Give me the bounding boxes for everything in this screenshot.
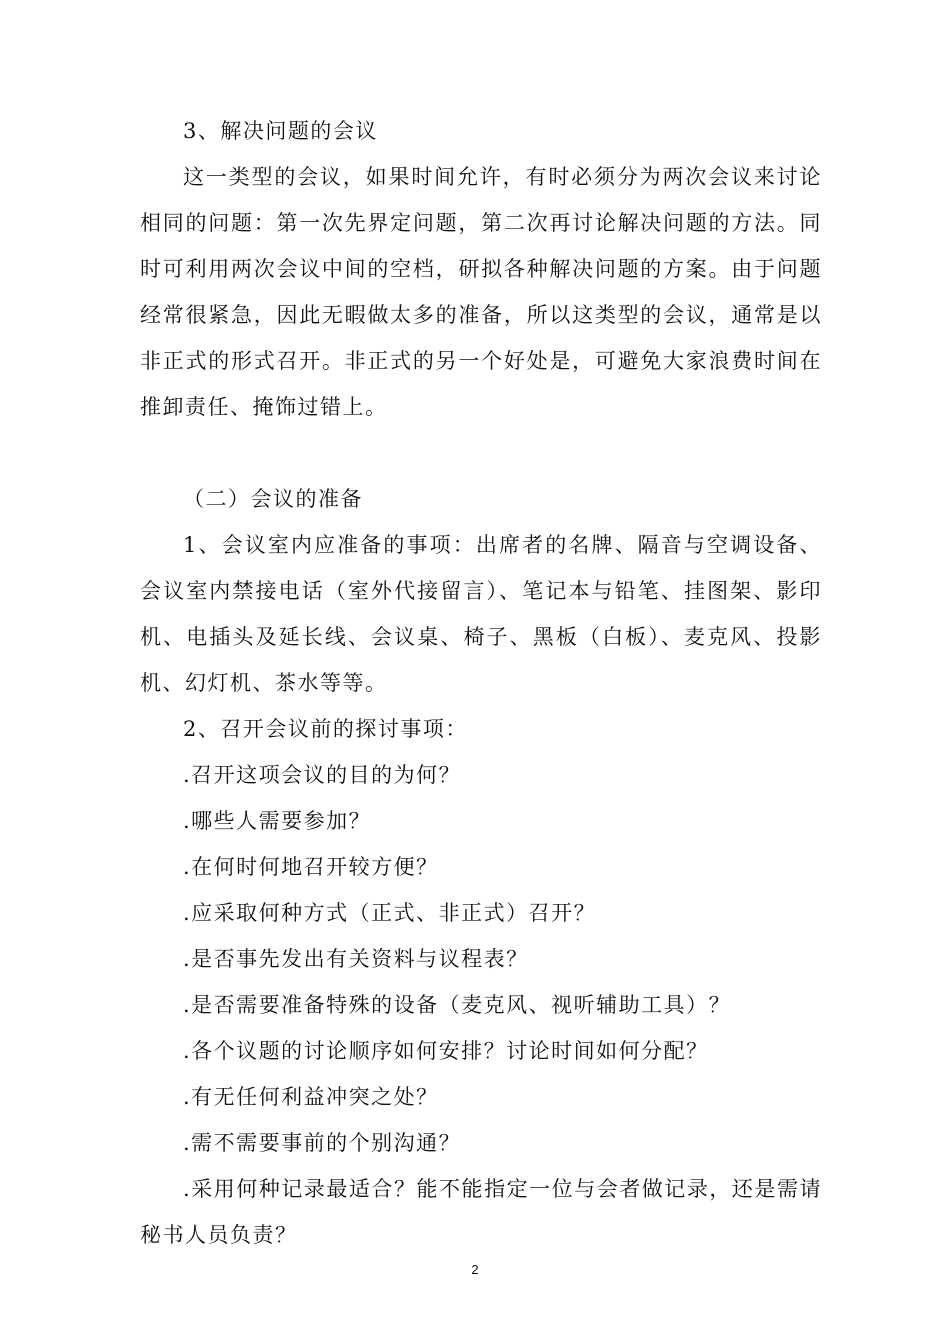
question-item: .在何时何地召开较方便？ (183, 855, 439, 879)
page-number: 2 (471, 1262, 479, 1277)
question-item: .各个议题的讨论顺序如何安排？讨论时间如何分配？ (183, 1039, 709, 1063)
question-item: .采用何种记录最适合？能不能指定一位与会者做记录，还是需请秘书人员负责？ (140, 1177, 822, 1247)
question-item: .是否需要准备特殊的设备（麦克风、视听辅助工具）？ (183, 993, 732, 1017)
document-body (140, 108, 822, 1258)
question-item: .需不需要事前的个别沟通？ (183, 1131, 462, 1155)
question-item: .是否事先发出有关资料与议程表？ (183, 947, 529, 971)
preparation-item-1: 1、会议室内应准备的事项：出席者的名牌、隔音与空调设备、会议室内禁接电话（室外代接留言）、笔记本与铅笔、挂图架、影印机、电插头及延长线、会议桌、椅子、黑板（白板）、麦克风、投影机、幻灯机、茶水等等。 (140, 533, 822, 695)
question-item: .应采取何种方式（正式、非正式）召开？ (183, 901, 597, 925)
section-3-paragraph: 这一类型的会议，如果时间允许，有时必须分为两次会议来讨论相同的问题：第一次先界定问题，第二次再讨论解决问题的方法。同时可利用两次会议中间的空档，研拟各种解决问题的方案。由于问题经常很紧急，因此无暇做太多的准备，所以这类型的会议，通常是以非正式的形式召开。非正式的另一个好处是，可避免大家浪费时间在推卸责任、掩饰过错上。 (140, 165, 822, 419)
part-2-heading: （二）会议的准备 (183, 487, 363, 511)
preparation-item-2-heading: 2、召开会议前的探讨事项： (183, 717, 468, 741)
question-item: .召开这项会议的目的为何？ (183, 763, 462, 787)
question-item: .有无任何利益冲突之处？ (183, 1085, 439, 1109)
paragraph-gap (140, 430, 822, 476)
question-item: .哪些人需要参加？ (183, 809, 372, 833)
section-heading-3: 3、解决问题的会议 (183, 119, 378, 143)
